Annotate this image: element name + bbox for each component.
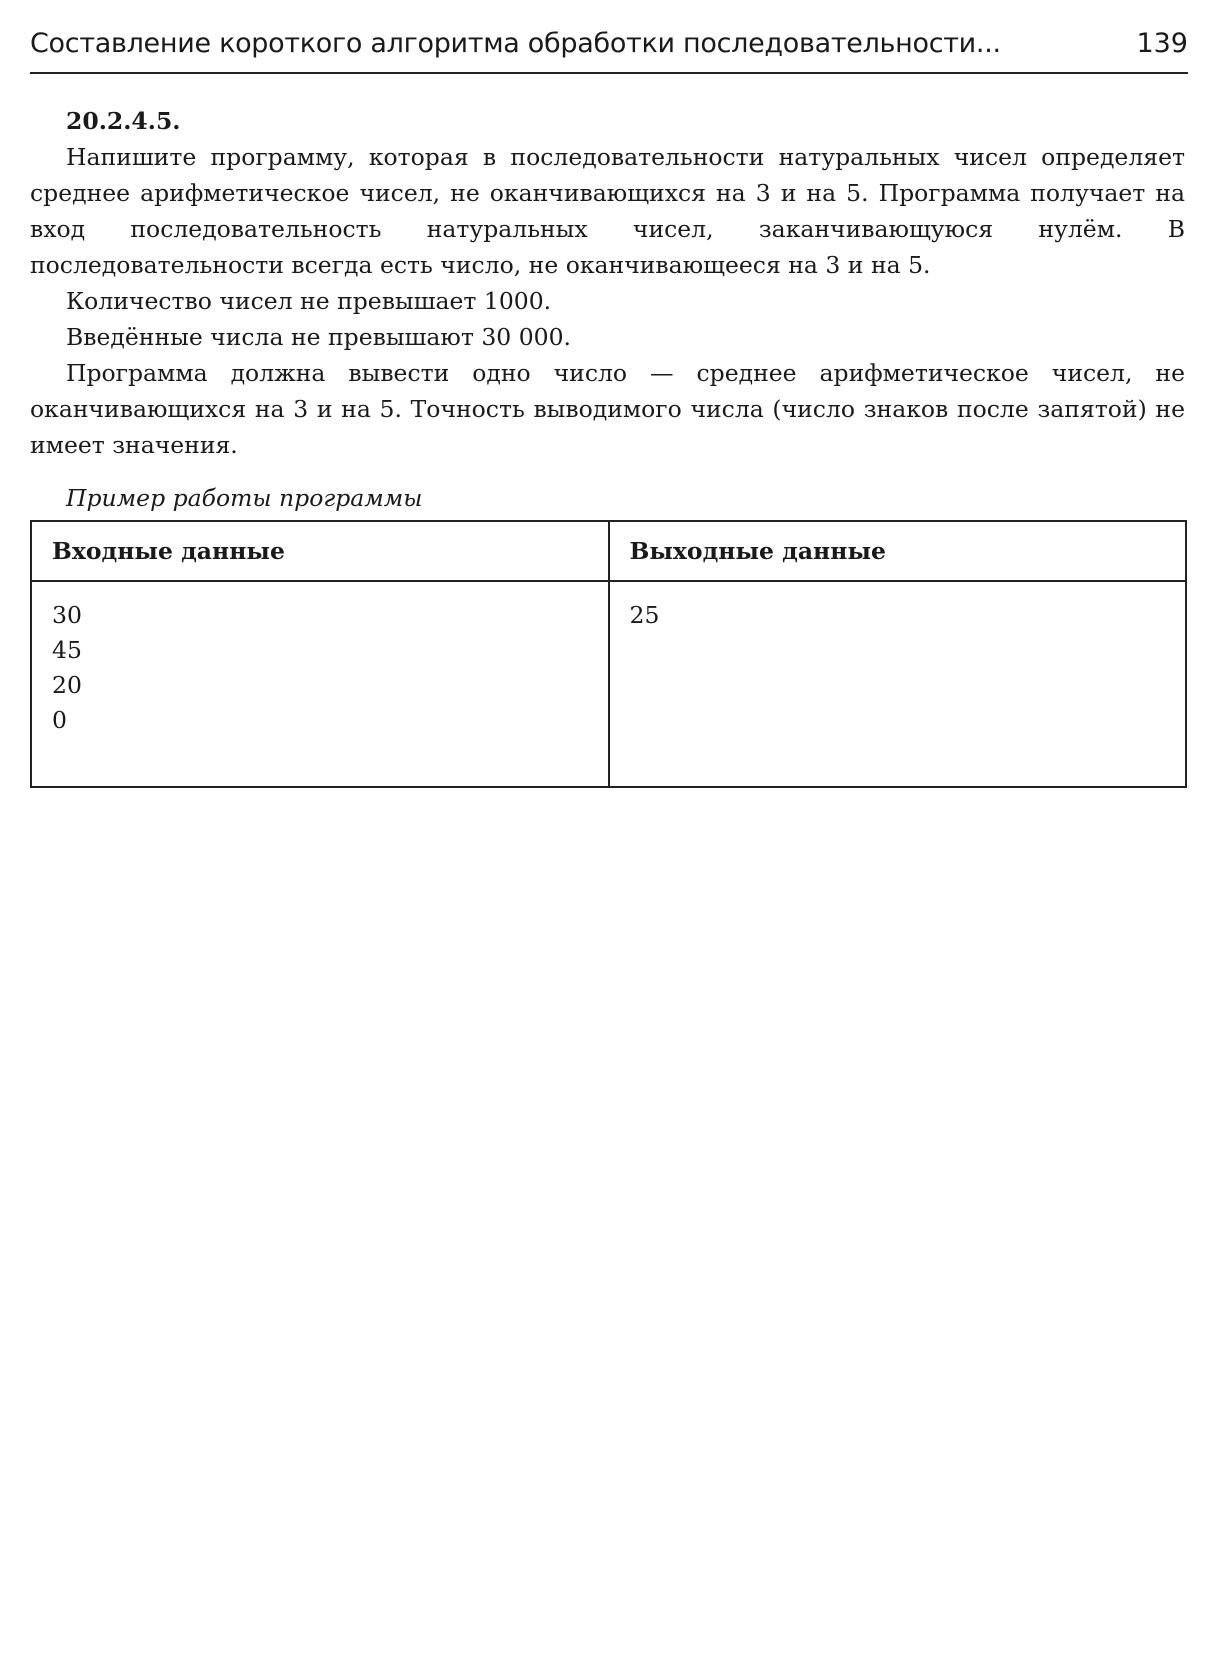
table-row [31,581,1186,787]
running-header [30,24,1188,74]
problem-paragraph: Введённые числа не превышают 30 000. [66,323,572,351]
input-line: 30 [52,601,82,629]
problem-statement [30,103,1185,463]
output-header: Выходные данные [609,521,1187,581]
output-line: 25 [629,601,660,629]
input-line: 20 [52,671,82,699]
problem-number: 20.2.4.5. [66,107,181,135]
example-caption: Пример работы программы [66,484,423,512]
input-line: 0 [52,706,67,734]
input-cell [31,581,609,787]
example-table [30,520,1187,788]
input-line: 45 [52,636,82,664]
table-header-row [31,521,1186,581]
problem-paragraph: Напишите программу, которая в последовательности натуральных чисел определяет среднее арифметическое чисел, не оканчивающихся на 3 и на 5. Программа получает на вход последовательность натуральных чисел, заканчивающуюся нулём. В последовательности всегда есть число, не оканчивающееся на 3 и на 5. [30,143,1185,279]
problem-paragraph: Программа должна вывести одно число — среднее арифметическое чисел, не оканчивающихся на 3 и на 5. Точность выводимого числа (число знаков после запятой) не имеет значения. [30,359,1185,459]
problem-paragraph: Количество чисел не превышает 1000. [66,287,552,315]
page-number: 139 [1136,28,1188,59]
input-header: Входные данные [31,521,609,581]
running-title: Составление короткого алгоритма обработки последовательности... [30,28,1001,59]
output-cell [609,581,1187,787]
